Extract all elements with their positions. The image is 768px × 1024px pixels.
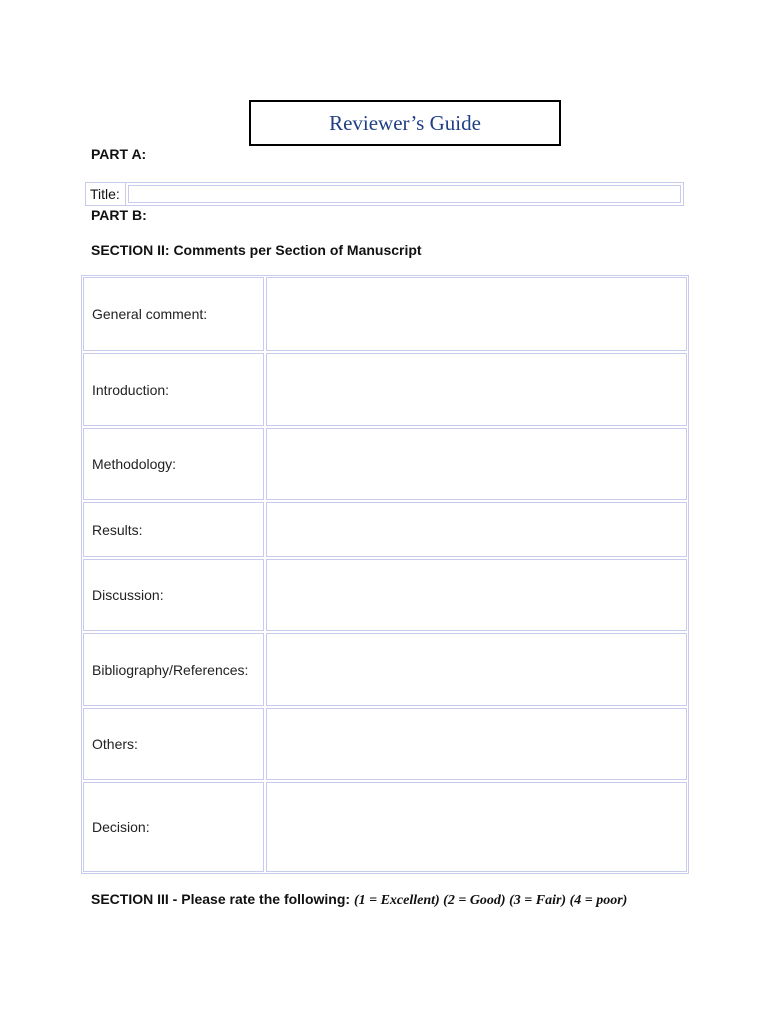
section-iii-heading	[91, 891, 627, 909]
comments-table	[81, 275, 689, 874]
table-row	[83, 633, 687, 706]
section-ii-heading: SECTION II: Comments per Section of Manuscript	[91, 242, 422, 258]
row-label: General comment:	[83, 277, 264, 351]
table-row	[83, 277, 687, 351]
part-b-heading: PART B:	[91, 207, 147, 223]
part-a-heading: PART A:	[91, 146, 147, 162]
row-label: Methodology:	[83, 428, 264, 500]
introduction-input[interactable]	[266, 353, 687, 426]
table-row	[83, 353, 687, 426]
title-field-row	[85, 182, 684, 206]
rating-key: (1 = Excellent) (2 = Good) (3 = Fair) (4 = poor)	[353, 893, 628, 908]
table-row	[83, 502, 687, 557]
row-label: Decision:	[83, 782, 264, 872]
row-label: Results:	[83, 502, 264, 557]
table-row	[83, 428, 687, 500]
document-title: Reviewer’s Guide	[329, 110, 481, 135]
row-label: Others:	[83, 708, 264, 780]
row-label: Bibliography/References:	[83, 633, 264, 706]
row-label: Introduction:	[83, 353, 264, 426]
results-input[interactable]	[266, 502, 687, 557]
bibliography-input[interactable]	[266, 633, 687, 706]
table-row	[83, 782, 687, 872]
section-iii-label: SECTION III - Please rate the following:	[91, 891, 351, 907]
decision-input[interactable]	[266, 782, 687, 872]
others-input[interactable]	[266, 708, 687, 780]
table-row	[83, 708, 687, 780]
title-box	[249, 100, 561, 146]
title-input[interactable]	[128, 185, 681, 203]
discussion-input[interactable]	[266, 559, 687, 631]
methodology-input[interactable]	[266, 428, 687, 500]
general-comment-input[interactable]	[266, 277, 687, 351]
title-label: Title:	[86, 183, 126, 205]
row-label: Discussion:	[83, 559, 264, 631]
table-row	[83, 559, 687, 631]
